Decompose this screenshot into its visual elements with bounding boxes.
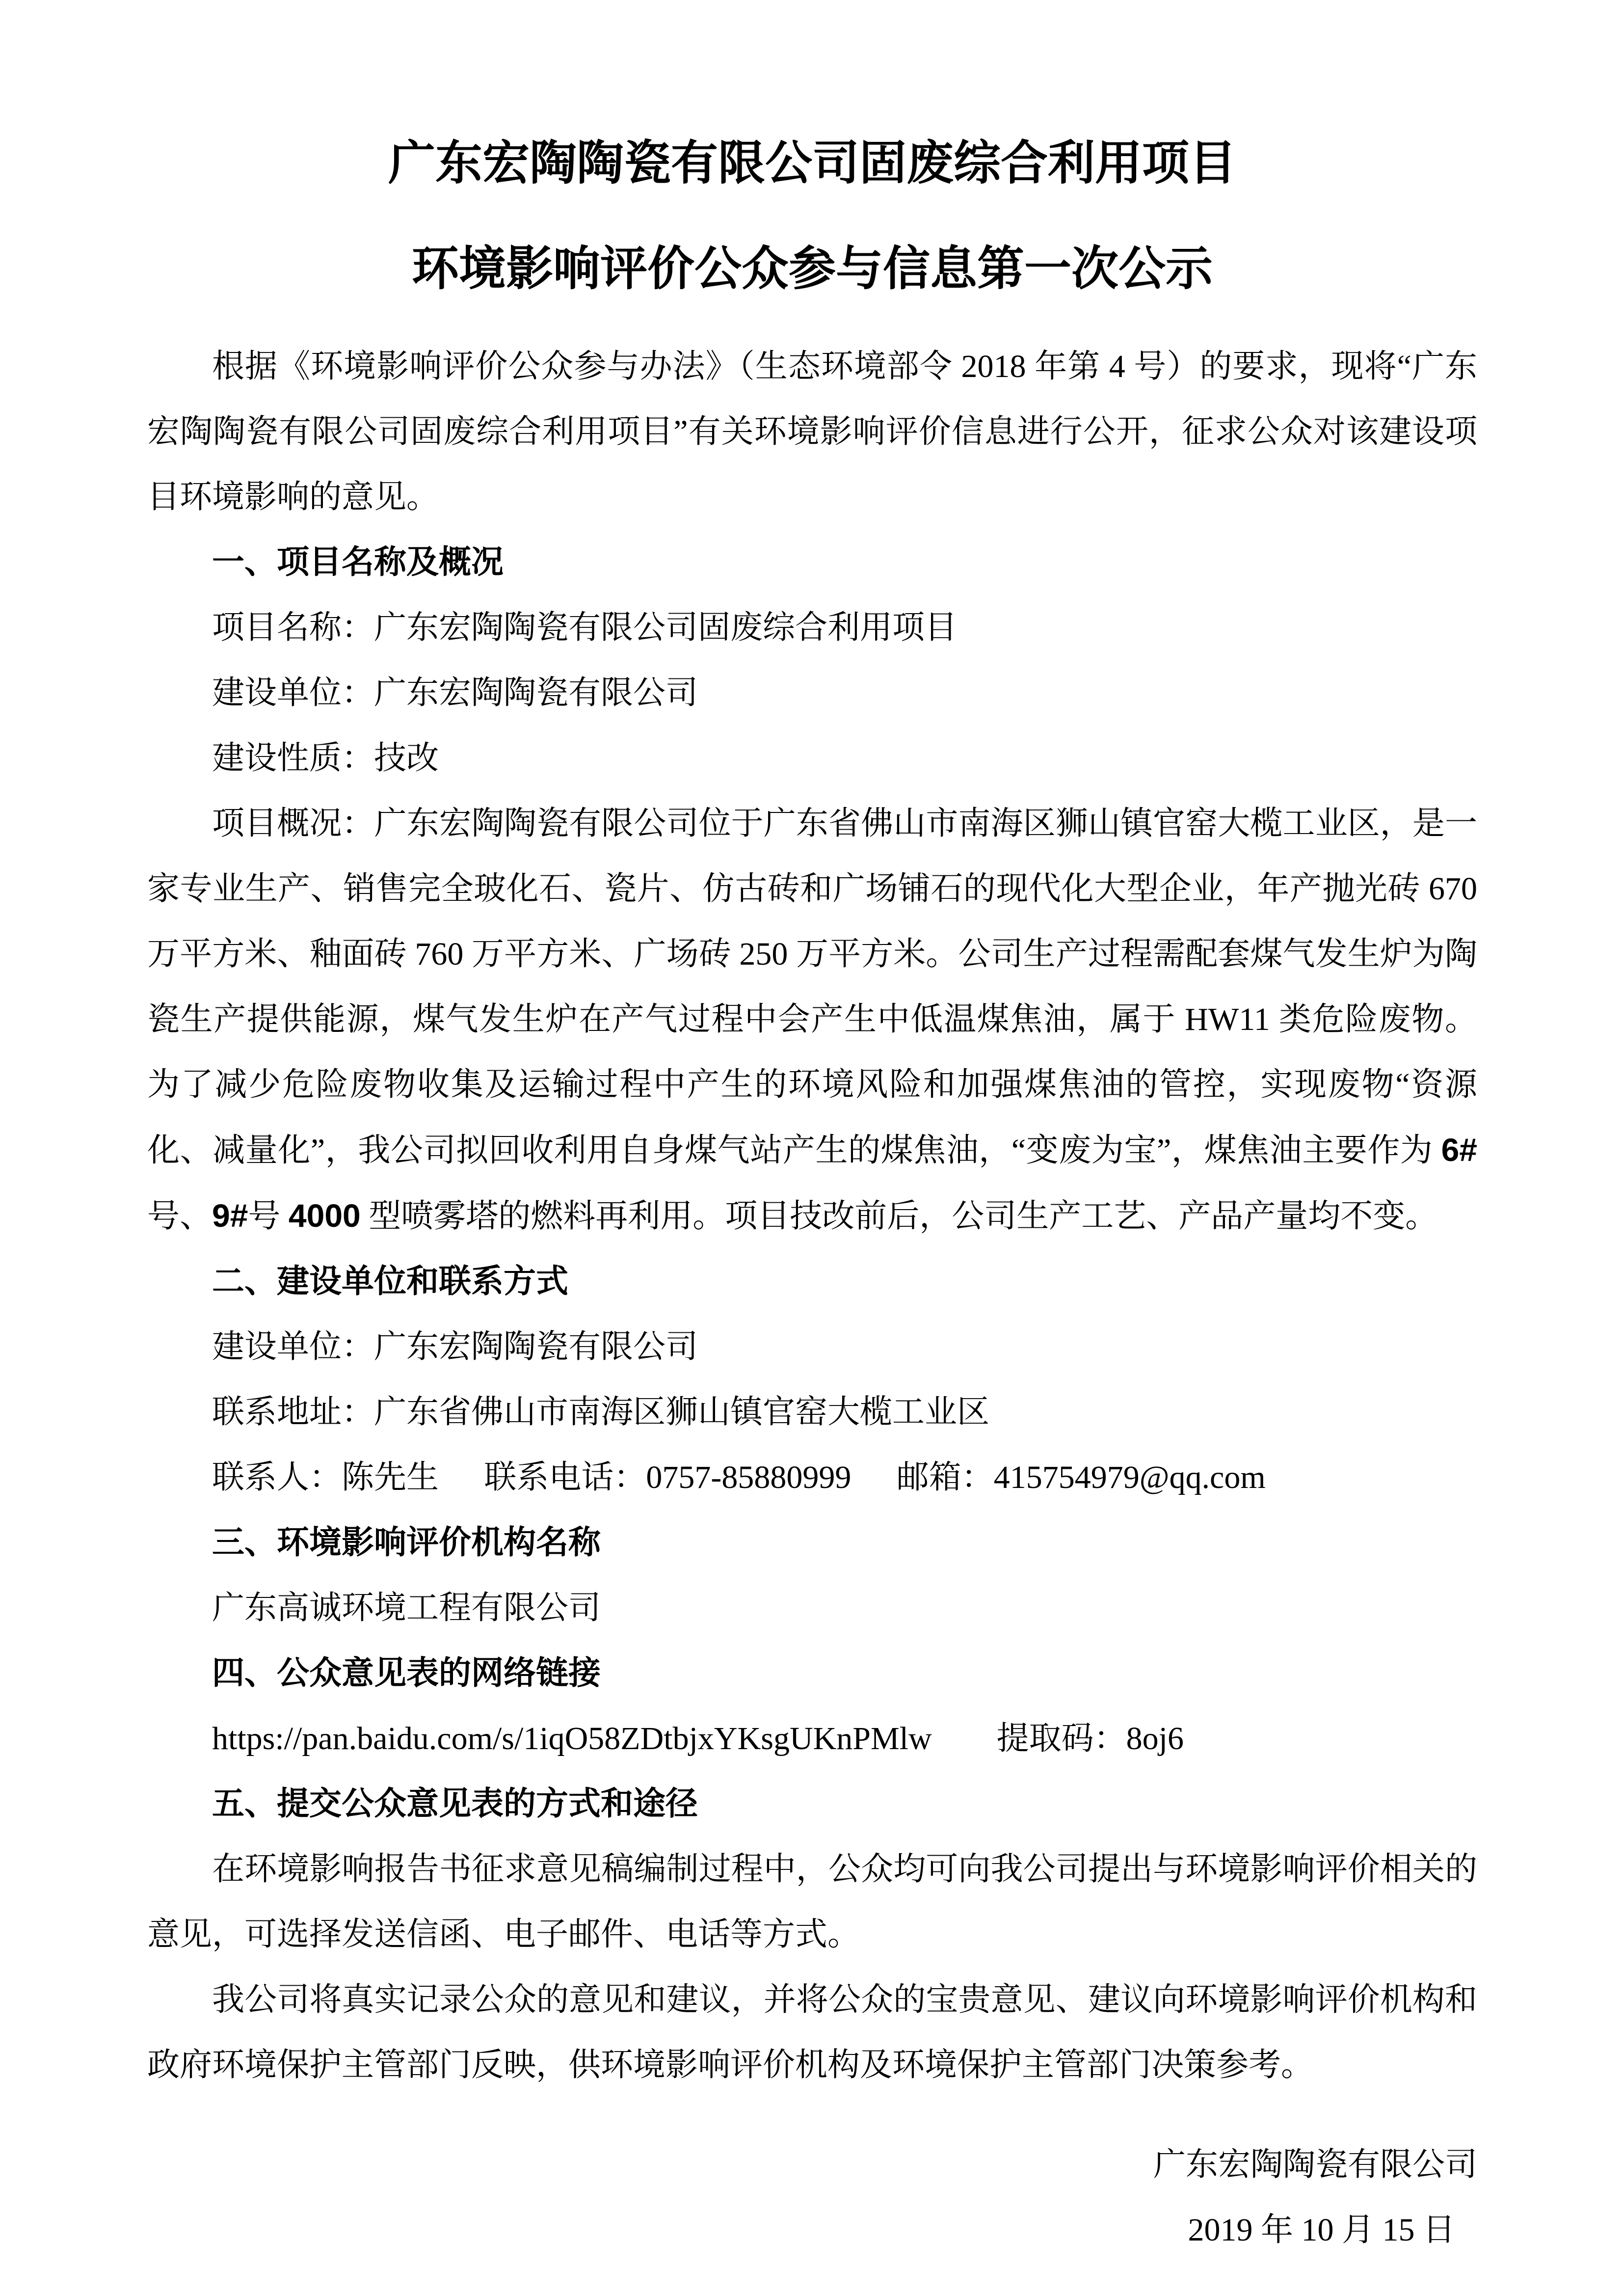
- section-4-heading: 四、公众意见表的网络链接: [212, 1655, 601, 1691]
- doc-title-line-2: 环境影响评价公众参与信息第一次公示: [412, 243, 1213, 295]
- section-1-heading: 一、项目名称及概况: [212, 544, 504, 580]
- construction-unit-line: 建设单位：广东宏陶陶瓷有限公司: [212, 675, 698, 711]
- eia-agency-name: 广东高诚环境工程有限公司: [212, 1590, 601, 1626]
- overview-text-1: 项目概况：广东宏陶陶瓷有限公司位于广东省佛山市南海区狮山镇官窑大榄工业区，是一家专业生产、销售完全玻化石、瓷片、仿古砖和广场铺石的现代化大型企业，年产抛光砖 670 万平方米、釉面砖 760 万平方米、广场砖 250 万平方米。公司生产过程需配套煤气发生炉为陶瓷生产提供能源，煤气发生炉在产气过程中会产生中低温煤焦油，属于 HW11 类危险废物。为了减少危险废物收集及运输过程中产生的环境风险和加强煤焦油的管控，实现废物“资源化、减量化”，我公司拟回收利用自身煤气站产生的煤焦油，“变废为宝”，煤焦油主要作为: [147, 806, 1477, 1168]
- doc-title-line-1: 广东宏陶陶瓷有限公司固废综合利用项目: [388, 137, 1236, 189]
- contact-person: 联系人：陈先生: [212, 1459, 439, 1495]
- project-name-line: 项目名称：广东宏陶陶瓷有限公司固废综合利用项目: [212, 610, 957, 646]
- project-overview-paragraph: [147, 791, 1477, 1249]
- submission-para-1: 在环境影响报告书征求意见稿编制过程中，公众均可向我公司提出与环境影响评价相关的意见，可选择发送信函、电子邮件、电话等方式。: [147, 1851, 1477, 1952]
- overview-text-3: 号: [248, 1198, 289, 1234]
- section-3-heading: 三、环境影响评价机构名称: [212, 1525, 601, 1561]
- signature-date: 2019 年 10 月 15 日: [1188, 2212, 1455, 2248]
- construction-unit-contact-line: 建设单位：广东宏陶陶瓷有限公司: [212, 1329, 698, 1365]
- construction-nature-line: 建设性质：技改: [212, 740, 439, 776]
- overview-text-2: 号、: [147, 1198, 212, 1234]
- signature-company: 广东宏陶陶瓷有限公司: [1153, 2147, 1477, 2183]
- section-2-heading: 二、建设单位和联系方式: [212, 1264, 568, 1299]
- overview-text-4: 型喷雾塔的燃料再利用。项目技改前后，公司生产工艺、产品产量均不变。: [360, 1198, 1438, 1234]
- contact-email: 邮箱：415754979@qq.com: [896, 1459, 1266, 1495]
- section-5-heading: 五、提交公众意见表的方式和途径: [212, 1786, 698, 1822]
- submission-para-2: 我公司将真实记录公众的意见和建议，并将公众的宝贵意见、建议向环境影响评价机构和政府环境保护主管部门反映，供环境影响评价机构及环境保护主管部门决策参考。: [147, 1982, 1477, 2083]
- signature-block: [147, 2132, 1477, 2263]
- doc-title-block: [147, 110, 1477, 322]
- download-url: https://pan.baidu.com/s/1iqO58ZDtbjxYKsgUKnPMlw: [212, 1721, 932, 1756]
- intro-paragraph: 根据《环境影响评价公众参与办法》（生态环境部令 2018 年第 4 号）的要求，现将“广东宏陶陶瓷有限公司固废综合利用项目”有关环境影响评价信息进行公开，征求公众对该建设项目环境影响的意见。: [147, 349, 1477, 515]
- extraction-code: 提取码：8oj6: [996, 1721, 1184, 1756]
- overview-num-6hash: 6#: [1441, 1132, 1477, 1168]
- overview-num-9hash: 9#: [212, 1197, 248, 1234]
- contact-line: [147, 1445, 1477, 1510]
- contact-phone: 联系电话：0757-85880999: [484, 1459, 851, 1495]
- link-line: [147, 1706, 1477, 1771]
- contact-address-line: 联系地址：广东省佛山市南海区狮山镇官窑大榄工业区: [212, 1394, 989, 1430]
- overview-num-4000: 4000: [288, 1197, 361, 1234]
